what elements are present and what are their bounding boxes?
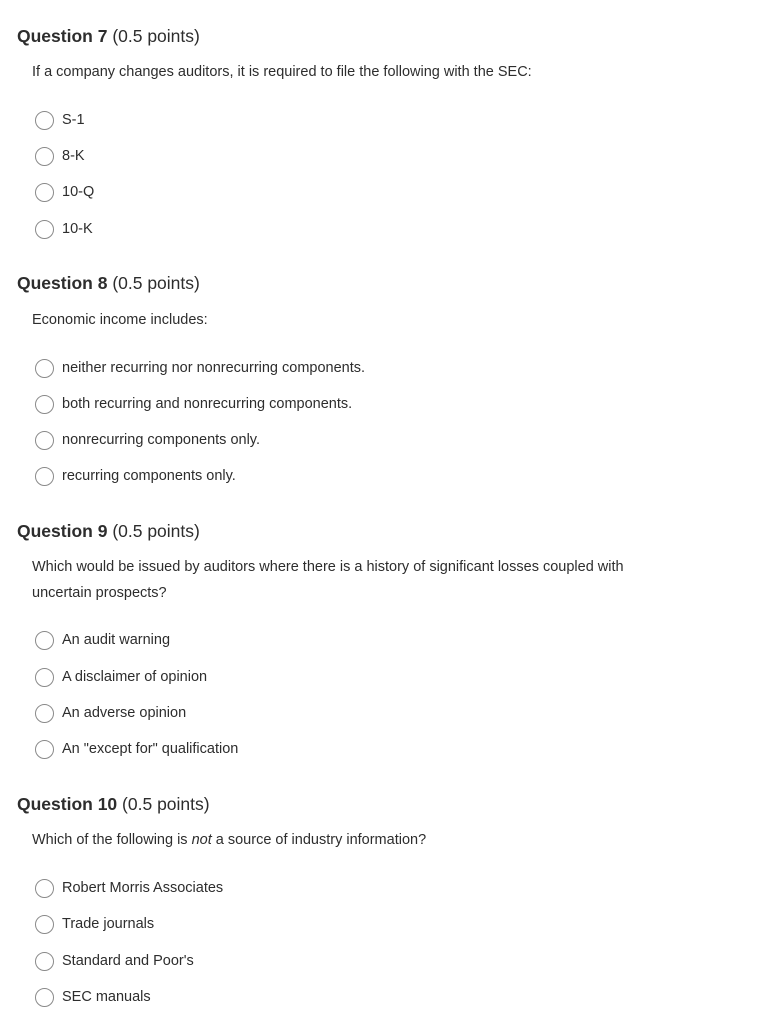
option-label: 8-K [62,148,85,164]
answer-option-s-1[interactable] [35,108,85,132]
radio-button[interactable] [35,988,54,1007]
question-text: Economic income includes: [32,312,208,328]
radio-button[interactable] [35,740,54,759]
option-label: SEC manuals [62,989,151,1005]
option-label: Robert Morris Associates [62,880,224,896]
question-text-end: a source of industry information? [211,832,427,848]
question-title: Question 10 [17,794,118,814]
option-label: An adverse opinion [62,705,187,721]
question-header [17,520,200,542]
radio-button[interactable] [35,395,54,414]
answer-option-1[interactable] [35,876,223,900]
option-label: nonrecurring components only. [62,432,261,448]
option-label: recurring components only. [62,468,236,484]
question-text-emphasis: not [191,832,212,848]
question-text: Which would be issued by auditors where there is a history of significant losses coupled with uncertain prospects? [32,559,624,601]
radio-button[interactable] [35,879,54,898]
question-points: (0.5 points) [112,273,200,293]
answer-option-10-k[interactable] [35,217,93,241]
answer-option-1[interactable] [35,628,170,652]
answer-option-2[interactable] [35,392,352,416]
option-label: neither recurring nor nonrecurring components. [62,360,366,376]
answer-option-4[interactable] [35,464,236,488]
radio-button[interactable] [35,359,54,378]
answer-option-4[interactable] [35,737,238,761]
radio-button[interactable] [35,668,54,687]
question-title: Question 7 [17,26,108,46]
question-points: (0.5 points) [112,521,200,541]
option-label: Trade journals [62,916,155,932]
answer-option-4[interactable] [35,985,151,1009]
question-header [17,272,200,294]
answer-option-10-q[interactable] [35,180,94,204]
option-label: both recurring and nonrecurring components. [62,396,353,412]
answer-option-3[interactable] [35,949,194,973]
question-text-start: Which of the following is [32,832,192,848]
radio-button[interactable] [35,147,54,166]
answer-option-1[interactable] [35,356,365,380]
radio-button[interactable] [35,431,54,450]
option-label: A disclaimer of opinion [62,669,208,685]
option-label: 10-Q [62,184,95,200]
question-title: Question 9 [17,521,108,541]
radio-button[interactable] [35,631,54,650]
radio-button[interactable] [35,915,54,934]
option-label: An "except for" qualification [62,741,239,757]
answer-option-2[interactable] [35,665,207,689]
answer-option-2[interactable] [35,912,154,936]
radio-button[interactable] [35,220,54,239]
answer-option-3[interactable] [35,428,260,452]
option-label: 10-K [62,221,93,237]
question-header [17,793,210,815]
radio-button[interactable] [35,704,54,723]
question-text [32,827,672,853]
option-label: An audit warning [62,632,171,648]
radio-button[interactable] [35,111,54,130]
question-header [17,25,200,47]
option-label: Standard and Poor's [62,953,194,969]
radio-button[interactable] [35,952,54,971]
question-points: (0.5 points) [122,794,210,814]
answer-option-8-k[interactable] [35,144,85,168]
question-text: If a company changes auditors, it is required to file the following with the SEC: [32,64,532,80]
question-points: (0.5 points) [112,26,200,46]
radio-button[interactable] [35,183,54,202]
question-title: Question 8 [17,273,108,293]
radio-button[interactable] [35,467,54,486]
option-label: S-1 [62,112,85,128]
answer-option-3[interactable] [35,701,186,725]
